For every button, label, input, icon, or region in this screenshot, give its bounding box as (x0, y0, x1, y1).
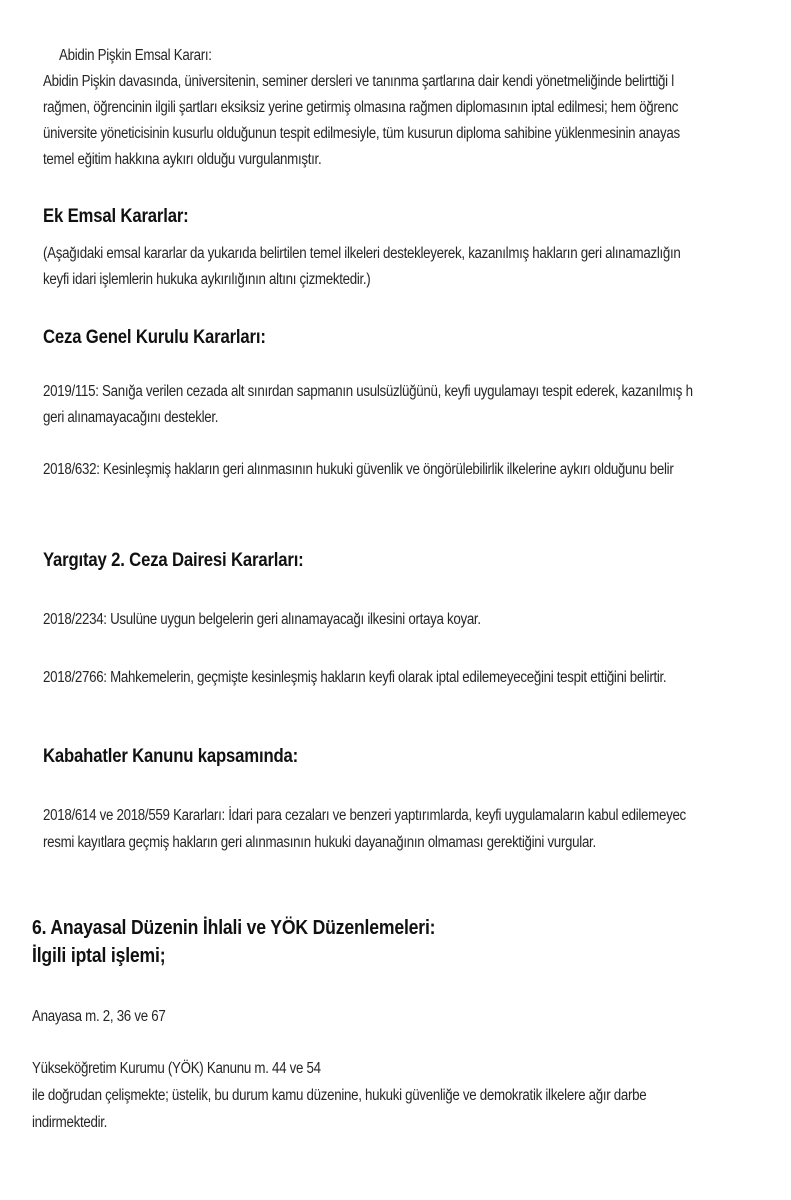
ceza-genel-item1-line-1: 2019/115: Sanığa verilen cezada alt sınırdan sapmanın usulsüzlüğünü, keyfi uygulamayı tespit ederek, kazanılmış h (43, 383, 693, 400)
yok-item-line-3: indirmektedir. (32, 1114, 108, 1131)
anayasa-item: Anayasa m. 2, 36 ve 67 (32, 1008, 166, 1025)
yargitay-heading: Yargıtay 2. Ceza Dairesi Kararları: (43, 550, 304, 571)
pishkin-line-3: üniversite yöneticisinin kusurlu olduğunun tespit edilmesiyle, tüm kusurun diploma sahibine yüklenmesinin anayas (43, 125, 680, 142)
pishkin-line-1: Abidin Pişkin davasında, üniversitenin, seminer dersleri ve tanınma şartlarına dair kendi yönetmeliğinde belirttiği l (43, 73, 674, 90)
ceza-genel-item1-line-2: geri alınamayacağını destekler. (43, 409, 219, 426)
ceza-genel-heading: Ceza Genel Kurulu Kararları: (43, 327, 266, 348)
ceza-genel-item2-line-1: 2018/632: Kesinleşmiş hakların geri alınmasının hukuki güvenlik ve öngörülebilirlik ilkelerine aykırı olduğunu belir (43, 461, 674, 478)
yok-item-line-1: Yükseköğretim Kurumu (YÖK) Kanunu m. 44 ve 54 (32, 1060, 321, 1077)
kabahatler-line-2: resmi kayıtlara geçmiş hakların geri alınmasının hukuki dayanağının olmaması gerektiğini vurgular. (43, 834, 596, 851)
pishkin-title: Abidin Pişkin Emsal Kararı: (59, 47, 212, 64)
yargitay-item2: 2018/2766: Mahkemelerin, geçmişte kesinleşmiş hakların keyfi olarak iptal edilemeyeceğini tespit ettiğini belirtir. (43, 669, 667, 686)
pishkin-line-2: rağmen, öğrencinin ilgili şartları eksiksiz yerine getirmiş olmasına rağmen diplomasının iptal edilmesi; hem öğrenc (43, 99, 679, 116)
ek-emsal-line-2: keyfi idari işlemlerin hukuka aykırılığının altını çizmektedir.) (43, 271, 371, 288)
pishkin-line-4: temel eğitim hakkına aykırı olduğu vurgulanmıştır. (43, 151, 322, 168)
kabahatler-heading: Kabahatler Kanunu kapsamında: (43, 746, 299, 767)
yargitay-item1: 2018/2234: Usulüne uygun belgelerin geri alınamayacağı ilkesini ortaya koyar. (43, 611, 481, 628)
ek-emsal-heading: Ek Emsal Kararlar: (43, 206, 189, 227)
ek-emsal-line-1: (Aşağıdaki emsal kararlar da yukarıda belirtilen temel ilkeleri destekleyerek, kazanılmış hakların geri alınamazlığın (43, 245, 681, 262)
yok-item-line-2: ile doğrudan çelişmekte; üstelik, bu durum kamu düzenine, hukuki güvenliğe ve demokratik ilkelere ağır darbe (32, 1087, 647, 1104)
iptal-islemi-heading: İlgili iptal işlemi; (32, 945, 166, 967)
anayasal-heading: 6. Anayasal Düzenin İhlali ve YÖK Düzenlemeleri: (32, 917, 436, 939)
kabahatler-line-1: 2018/614 ve 2018/559 Kararları: İdari para cezaları ve benzeri yaptırımlarda, keyfi uygulamaların kabul edilemeyec (43, 807, 686, 824)
